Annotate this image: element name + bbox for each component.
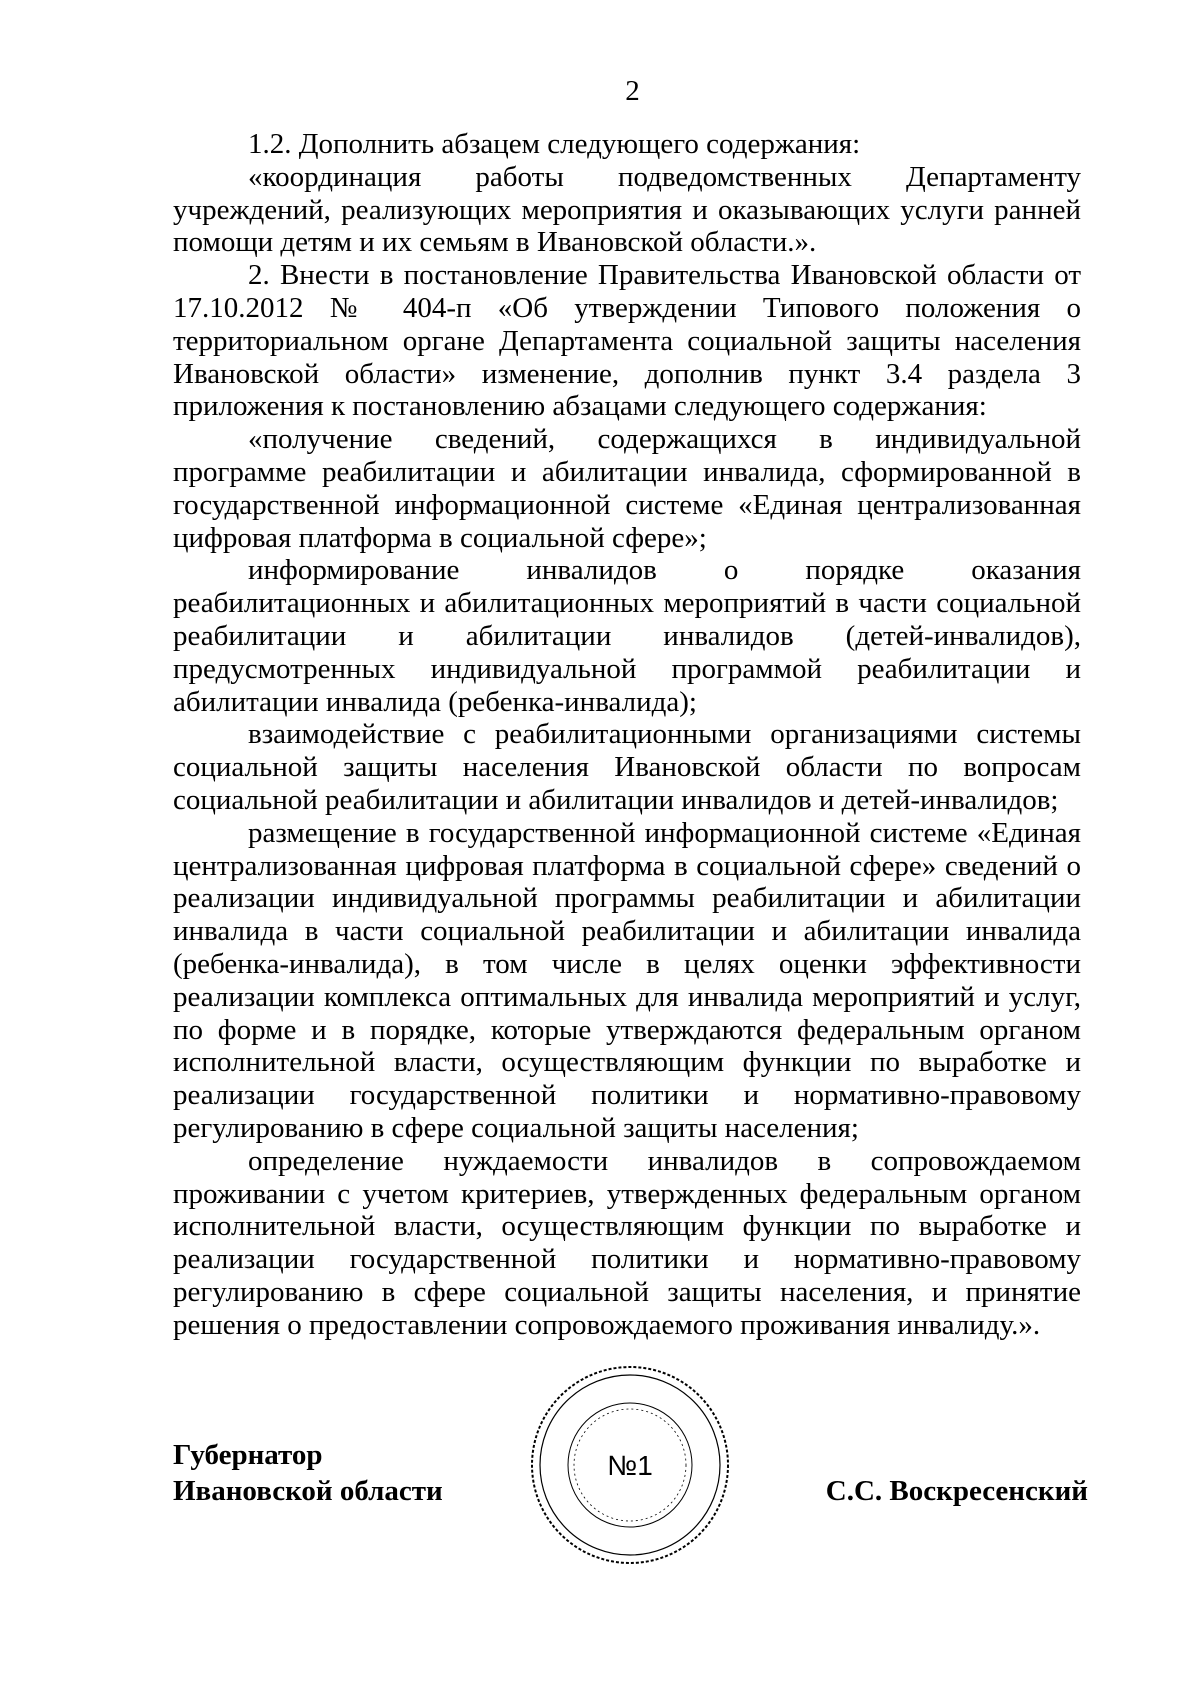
seal-number: №1 bbox=[607, 1450, 653, 1481]
official-seal bbox=[525, 1360, 735, 1570]
paragraph-coordination: «координация работы подведомственных Департаменту учреждений, реализующих мероприятия и оказывающих услуги ранней помощи детям и их семьям в Ивановской области.». bbox=[173, 160, 1081, 259]
paragraph-determination: определение нуждаемости инвалидов в сопровождаемом проживании с учетом критериев, утвержденных федеральным органом исполнительной власти, осуществляющим функции по выработке и реализации государственной политики и нормативно-правовому регулированию в сфере социальной защиты населения, и принятие решения о предоставлении сопровождаемого проживания инвалиду.». bbox=[173, 1144, 1081, 1341]
signatory-position-line-1: Губернатор bbox=[173, 1439, 323, 1471]
page-number: 2 bbox=[625, 75, 640, 107]
paragraph-placement: размещение в государственной информационной системе «Единая централизованная цифровая платформа в социальной сфере» сведений о реализации индивидуальной программы реабилитации и абилитации инвалида в части социальной реабилитации и абилитации инвалида (ребенка-инвалида), в том числе в целях оценки эффективности реализации комплекса оптимальных для инвалида мероприятий и услуг, по форме и в порядке, которые утверждаются федеральным органом исполнительной власти, осуществляющим функции по выработке и реализации государственной политики и нормативно-правовому регулированию в сфере социальной защиты населения; bbox=[173, 816, 1081, 1144]
paragraph-1-2: 1.2. Дополнить абзацем следующего содержания: bbox=[248, 128, 861, 160]
paragraph-informing: информирование инвалидов о порядке оказания реабилитационных и абилитационных мероприятий в части социальной реабилитации и абилитации инвалидов (детей-инвалидов), предусмотренных индивидуальной программой реабилитации и абилитации инвалида (ребенка-инвалида); bbox=[173, 554, 1081, 718]
document-body bbox=[173, 128, 1081, 1341]
signatory-position bbox=[173, 1437, 443, 1509]
paragraph-interaction: взаимодействие с реабилитационными организациями системы социальной защиты населения Ивановской области по вопросам социальной реабилитации и абилитации инвалидов и детей-инвалидов; bbox=[173, 718, 1081, 816]
signatory-name: С.С. Воскресенский bbox=[825, 1475, 1088, 1507]
signatory-position-line-2: Ивановской области bbox=[173, 1475, 443, 1507]
paragraph-2: 2. Внести в постановление Правительства Ивановской области от 17.10.2012 № 404-п «Об утверждении Типового положения о территориальном органе Департамента социальной защиты населения Ивановской области» изменение, дополнив пункт 3.4 раздела 3 приложения к постановлению абзацами следующего содержания: bbox=[173, 259, 1081, 423]
paragraph-receiving-info: «получение сведений, содержащихся в индивидуальной программе реабилитации и абилитации инвалида, сформированной в государственной информационной системе «Единая централизованная цифровая платформа в социальной сфере»; bbox=[173, 423, 1081, 554]
